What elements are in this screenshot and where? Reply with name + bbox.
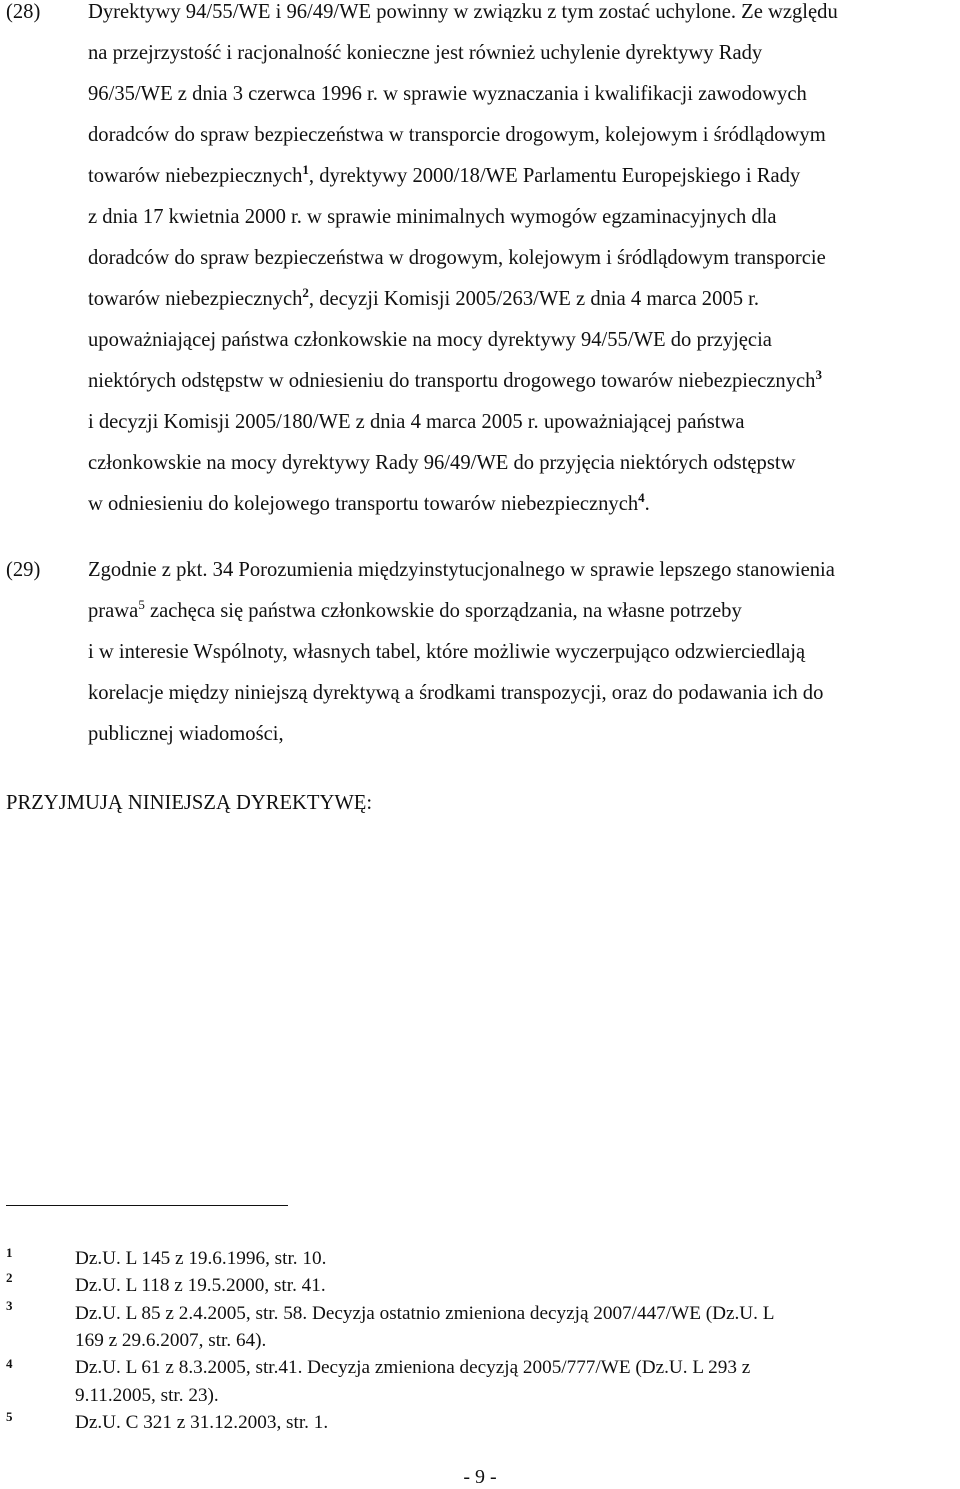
recital-28: [6, 0, 956, 532]
recital-29: [6, 550, 956, 760]
footnote-ref: 4: [638, 490, 645, 505]
footnote-text: 9.11.2005, str. 23).: [75, 1385, 219, 1406]
footnote-ref: 2: [302, 285, 309, 300]
text-line: doradców do spraw bezpieczeństwa w drogowym, kolejowym i śródlądowym transporcie: [88, 247, 826, 269]
text-line: towarów niebezpiecznych$^1$, dyrektywy 2000/18/WE Parlamentu Europejskiego i Rady: [88, 162, 801, 187]
text-line: towarów niebezpiecznych$^2$, decyzji Komisji 2005/263/WE z dnia 4 marca 2005 r.: [88, 285, 760, 310]
footnote-text: Dz.U. L 61 z 8.3.2005, str.41. Decyzja zmieniona decyzją 2005/777/WE (Dz.U. L 293 z: [75, 1357, 751, 1378]
footnote-text: Dz.U. L 145 z 19.6.1996, str. 10.: [75, 1248, 327, 1269]
footnote-text: Dz.U. L 85 z 2.4.2005, str. 58. Decyzja ostatnio zmieniona decyzją 2007/447/WE (Dz.U. L: [75, 1303, 775, 1324]
footnote-number: 1: [6, 1245, 13, 1260]
page-number: - 9 -: [463, 1466, 497, 1488]
text-line: publicznej wiadomości,: [88, 723, 284, 745]
text-line: i decyzji Komisji 2005/180/WE z dnia 4 marca 2005 r. upoważniającej państwa: [88, 411, 745, 433]
text-line: na przejrzystość i racjonalność konieczne jest również uchylenie dyrektywy Rady: [88, 42, 763, 64]
text-line: członkowskie na mocy dyrektywy Rady 96/49/WE do przyjęcia niektórych odstępstw: [88, 452, 796, 474]
footnote-number: 3: [6, 1298, 13, 1313]
text-line: upoważniającej państwa członkowskie na mocy dyrektywy 94/55/WE do przyjęcia: [88, 329, 772, 351]
text-line: doradców do spraw bezpieczeństwa w transporcie drogowym, kolejowym i śródlądowym: [88, 124, 826, 146]
footnote-ref: 1: [302, 162, 309, 177]
footnote-number: 5: [6, 1409, 13, 1424]
footnote-separator: [6, 1205, 288, 1206]
footnote-text: 169 z 29.6.2007, str. 64).: [75, 1330, 267, 1351]
footnote-text: Dz.U. C 321 z 31.12.2003, str. 1.: [75, 1412, 329, 1433]
footnote-ref: 5: [138, 597, 145, 612]
footnote-number: 4: [6, 1356, 13, 1371]
enacting-heading: PRZYJMUJĄ NINIEJSZĄ DYREKTYWĘ:: [6, 792, 373, 814]
text-line: Dyrektywy 94/55/WE i 96/49/WE powinny w związku z tym zostać uchylone. Ze względu: [88, 1, 838, 23]
text-line: Zgodnie z pkt. 34 Porozumienia międzyinstytucjonalnego w sprawie lepszego stanowienia: [88, 559, 835, 581]
text-line: niektórych odstępstw w odniesieniu do transportu drogowego towarów niebezpiecznych$^3$: [88, 367, 822, 392]
text-line: prawa$^5$ zachęca się państwa członkowskie do sporządzania, na własne potrzeby: [88, 597, 742, 622]
text-line: z dnia 17 kwietnia 2000 r. w sprawie minimalnych wymogów egzaminacyjnych dla: [88, 206, 777, 228]
text-line: 96/35/WE z dnia 3 czerwca 1996 r. w sprawie wyznaczania i kwalifikacji zawodowych: [88, 83, 807, 105]
text-line: w odniesieniu do kolejowego transportu towarów niebezpiecznych$^4$.: [88, 490, 650, 515]
text-line: korelacje między niniejszą dyrektywą a środkami transpozycji, oraz do podawania ich do: [88, 682, 824, 704]
recital-number: (29): [6, 559, 41, 581]
footnote-ref: 3: [815, 367, 822, 382]
recital-number: (28): [6, 1, 41, 23]
footnote-text: Dz.U. L 118 z 19.5.2000, str. 41.: [75, 1275, 326, 1296]
text-line: i w interesie Wspólnoty, własnych tabel, które możliwie wyczerpująco odzwierciedlają: [88, 641, 806, 663]
footnote-number: 2: [6, 1270, 13, 1285]
